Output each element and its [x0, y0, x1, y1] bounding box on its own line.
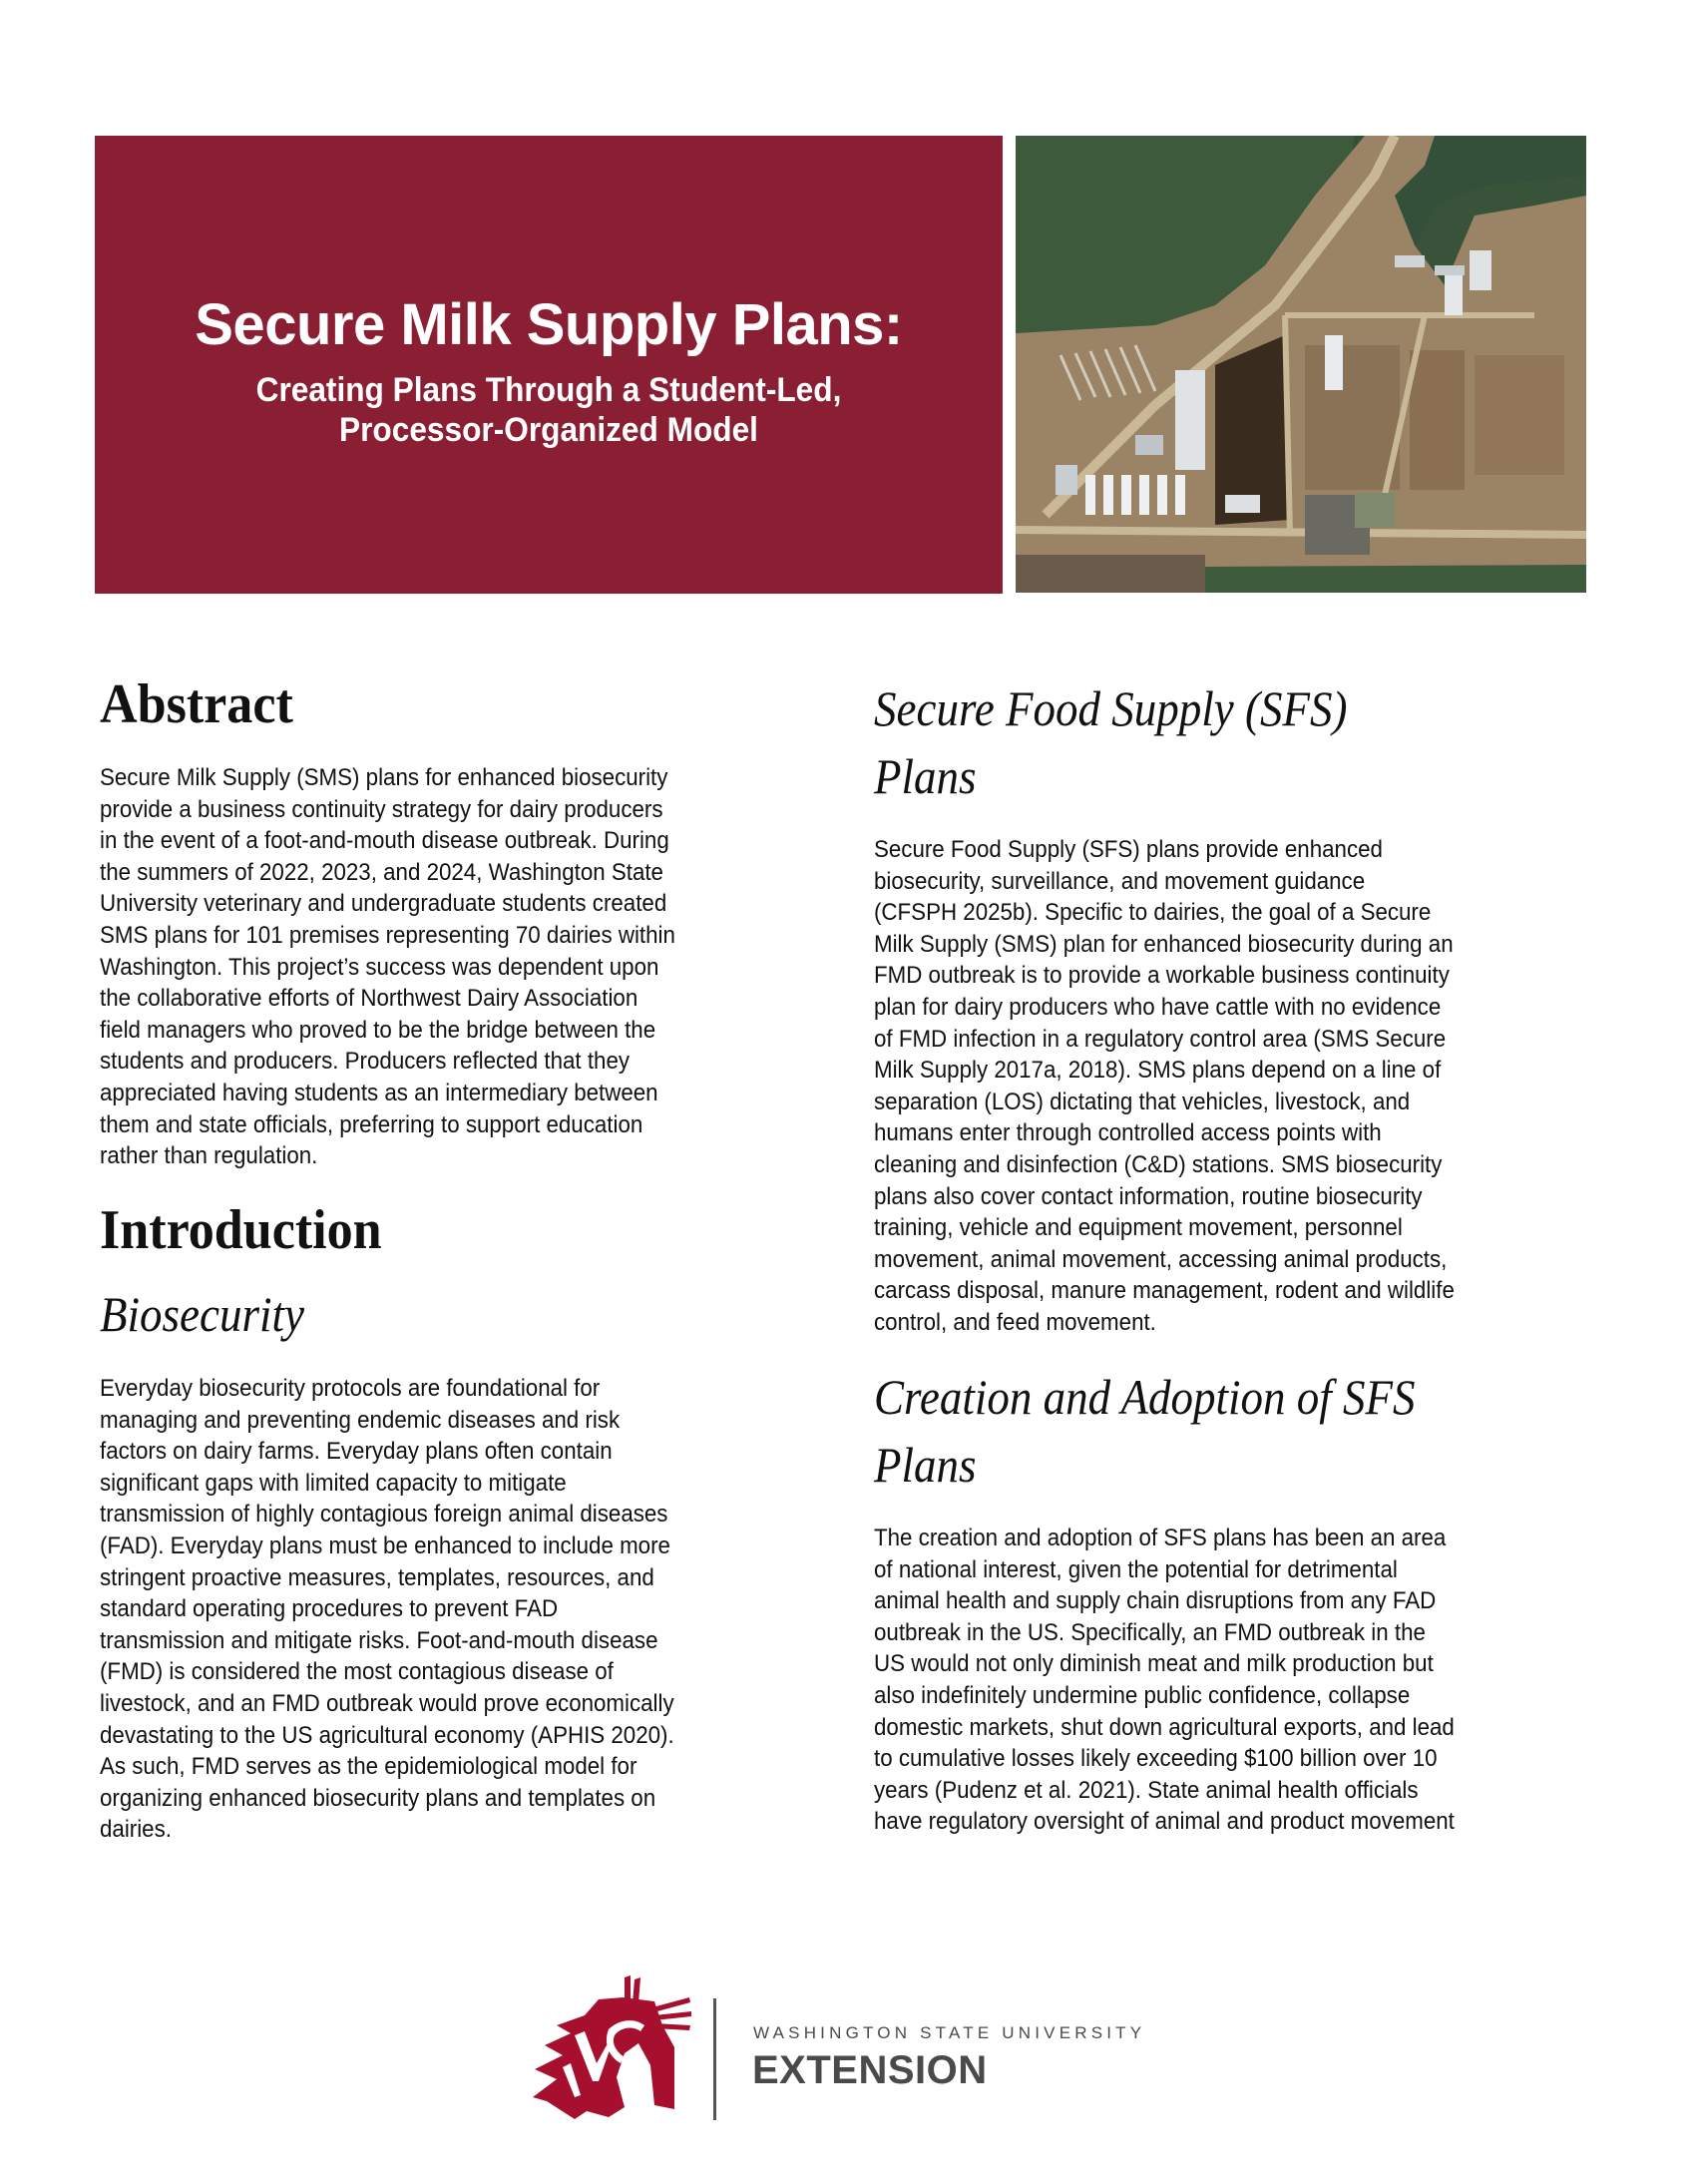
biosecurity-body	[100, 1373, 828, 1846]
introduction-heading: Introduction	[100, 1199, 382, 1261]
sfs-line: Secure Food Supply (SFS) plans provide enhanced	[874, 836, 1383, 863]
sfs-line: cleaning and disinfection (C&D) stations. SMS biosecurity	[874, 1150, 1443, 1178]
abstract-line: them and state officials, preferring to support education	[100, 1110, 643, 1138]
abstract-body	[100, 762, 828, 1172]
creation-line: of national interest, given the potential for detrimental	[874, 1555, 1398, 1583]
footer-divider	[713, 1998, 716, 2120]
biosecurity-line: livestock, and an FMD outbreak would prove economically	[100, 1689, 674, 1717]
abstract-line: provide a business continuity strategy for dairy producers	[100, 795, 663, 823]
creation-line: The creation and adoption of SFS plans has been an area	[874, 1525, 1447, 1551]
footer-university-name: WASHINGTON STATE UNIVERSITY	[753, 2023, 1146, 2042]
abstract-heading: Abstract	[100, 673, 293, 735]
abstract-line: students and producers. Producers reflected that they	[100, 1048, 631, 1076]
biosecurity-line: dairies.	[100, 1816, 172, 1844]
abstract-line: field managers who proved to be the bridge between the	[100, 1016, 656, 1044]
biosecurity-line: stringent proactive measures, templates, resources, and	[100, 1563, 654, 1591]
aerial-photo-image	[1016, 136, 1586, 593]
sfs-line: humans enter through controlled access points with	[874, 1119, 1382, 1147]
creation-adoption-heading-line-2: Plans	[874, 1437, 977, 1493]
creation-line: animal health and supply chain disruptions from any FAD	[874, 1587, 1437, 1615]
abstract-line: Secure Milk Supply (SMS) plans for enhanced biosecurity	[100, 764, 668, 791]
abstract-line: rather than regulation.	[100, 1142, 318, 1170]
title-banner	[95, 136, 1003, 594]
biosecurity-line: Everyday biosecurity protocols are foundational for	[100, 1375, 601, 1402]
wsu-cougar-head-icon	[527, 1969, 692, 2119]
footer-extension-label: EXTENSION	[752, 2048, 988, 2092]
sfs-plans-heading-line-1: Secure Food Supply (SFS)	[874, 680, 1348, 736]
biosecurity-heading: Biosecurity	[100, 1286, 304, 1342]
aerial-farm-photo	[1016, 136, 1586, 593]
sfs-line: Milk Supply 2017a, 2018). SMS plans depend on a line of	[874, 1057, 1442, 1085]
creation-adoption-heading-line-1: Creation and Adoption of SFS	[874, 1369, 1416, 1425]
sfs-line: movement, animal movement, accessing animal products,	[874, 1245, 1448, 1273]
biosecurity-line: As such, FMD serves as the epidemiological model for	[100, 1753, 637, 1781]
creation-line: to cumulative losses likely exceeding $100 billion over 10	[874, 1745, 1438, 1773]
abstract-line: the collaborative efforts of Northwest Dairy Association	[100, 985, 638, 1013]
sfs-line: training, vehicle and equipment movement, personnel	[874, 1214, 1403, 1242]
creation-line: years (Pudenz et al. 2021). State animal health officials	[874, 1776, 1419, 1804]
sfs-line: Milk Supply (SMS) plan for enhanced biosecurity during an	[874, 930, 1454, 958]
sfs-line: plan for dairy producers who have cattle with no evidence	[874, 993, 1442, 1021]
creation-line: domestic markets, shut down agricultural exports, and lead	[874, 1713, 1455, 1741]
sfs-line: (CFSPH 2025b). Specific to dairies, the goal of a Secure	[874, 899, 1432, 927]
abstract-line: the summers of 2022, 2023, and 2024, Washington State	[100, 858, 663, 886]
sfs-plans-body	[874, 834, 1612, 1339]
biosecurity-line: (FMD) is considered the most contagious disease of	[100, 1658, 614, 1686]
creation-line: outbreak in the US. Specifically, an FMD outbreak in the	[874, 1618, 1426, 1646]
biosecurity-line: managing and preventing endemic diseases and risk	[100, 1406, 621, 1434]
sfs-plans-heading-line-2: Plans	[874, 748, 977, 804]
abstract-line: SMS plans for 101 premises representing 70 dairies within	[100, 921, 675, 949]
document-subtitle-line-1: Creating Plans Through a Student-Led,	[255, 371, 842, 409]
biosecurity-line: (FAD). Everyday plans must be enhanced to include more	[100, 1531, 670, 1559]
document-subtitle-line-2: Processor-Organized Model	[339, 411, 758, 449]
biosecurity-line: transmission and mitigate risks. Foot-and-mouth disease	[100, 1626, 658, 1654]
sfs-line: FMD outbreak is to provide a workable business continuity	[874, 962, 1450, 990]
biosecurity-line: transmission of highly contagious foreign animal diseases	[100, 1501, 668, 1529]
sfs-line: carcass disposal, manure management, rodent and wildlife	[874, 1277, 1455, 1305]
sfs-line: control, and feed movement.	[874, 1308, 1156, 1336]
abstract-line: appreciated having students as an intermediary between	[100, 1079, 658, 1106]
biosecurity-line: significant gaps with limited capacity to mitigate	[100, 1469, 567, 1497]
document-title: Secure Milk Supply Plans:	[195, 292, 903, 357]
creation-line: also indefinitely undermine public confidence, collapse	[874, 1681, 1411, 1709]
sfs-line: separation (LOS) dictating that vehicles, livestock, and	[874, 1088, 1411, 1115]
creation-line: US would not only diminish meat and milk production but	[874, 1650, 1434, 1678]
biosecurity-line: organizing enhanced biosecurity plans and templates on	[100, 1784, 656, 1812]
biosecurity-line: standard operating procedures to prevent FAD	[100, 1595, 559, 1623]
sfs-line: biosecurity, surveillance, and movement guidance	[874, 867, 1366, 895]
biosecurity-line: devastating to the US agricultural economy (APHIS 2020).	[100, 1721, 674, 1749]
sfs-line: plans also cover contact information, routine biosecurity	[874, 1182, 1423, 1210]
creation-line: have regulatory oversight of animal and product movement	[874, 1808, 1455, 1836]
biosecurity-line: factors on dairy farms. Everyday plans often contain	[100, 1438, 613, 1466]
abstract-line: University veterinary and undergraduate students created	[100, 890, 667, 918]
creation-adoption-body	[874, 1523, 1612, 1838]
sfs-line: of FMD infection in a regulatory control area (SMS Secure	[874, 1025, 1447, 1053]
abstract-line: Washington. This project’s success was dependent upon	[100, 953, 659, 981]
abstract-line: in the event of a foot-and-mouth disease outbreak. During	[100, 827, 669, 855]
